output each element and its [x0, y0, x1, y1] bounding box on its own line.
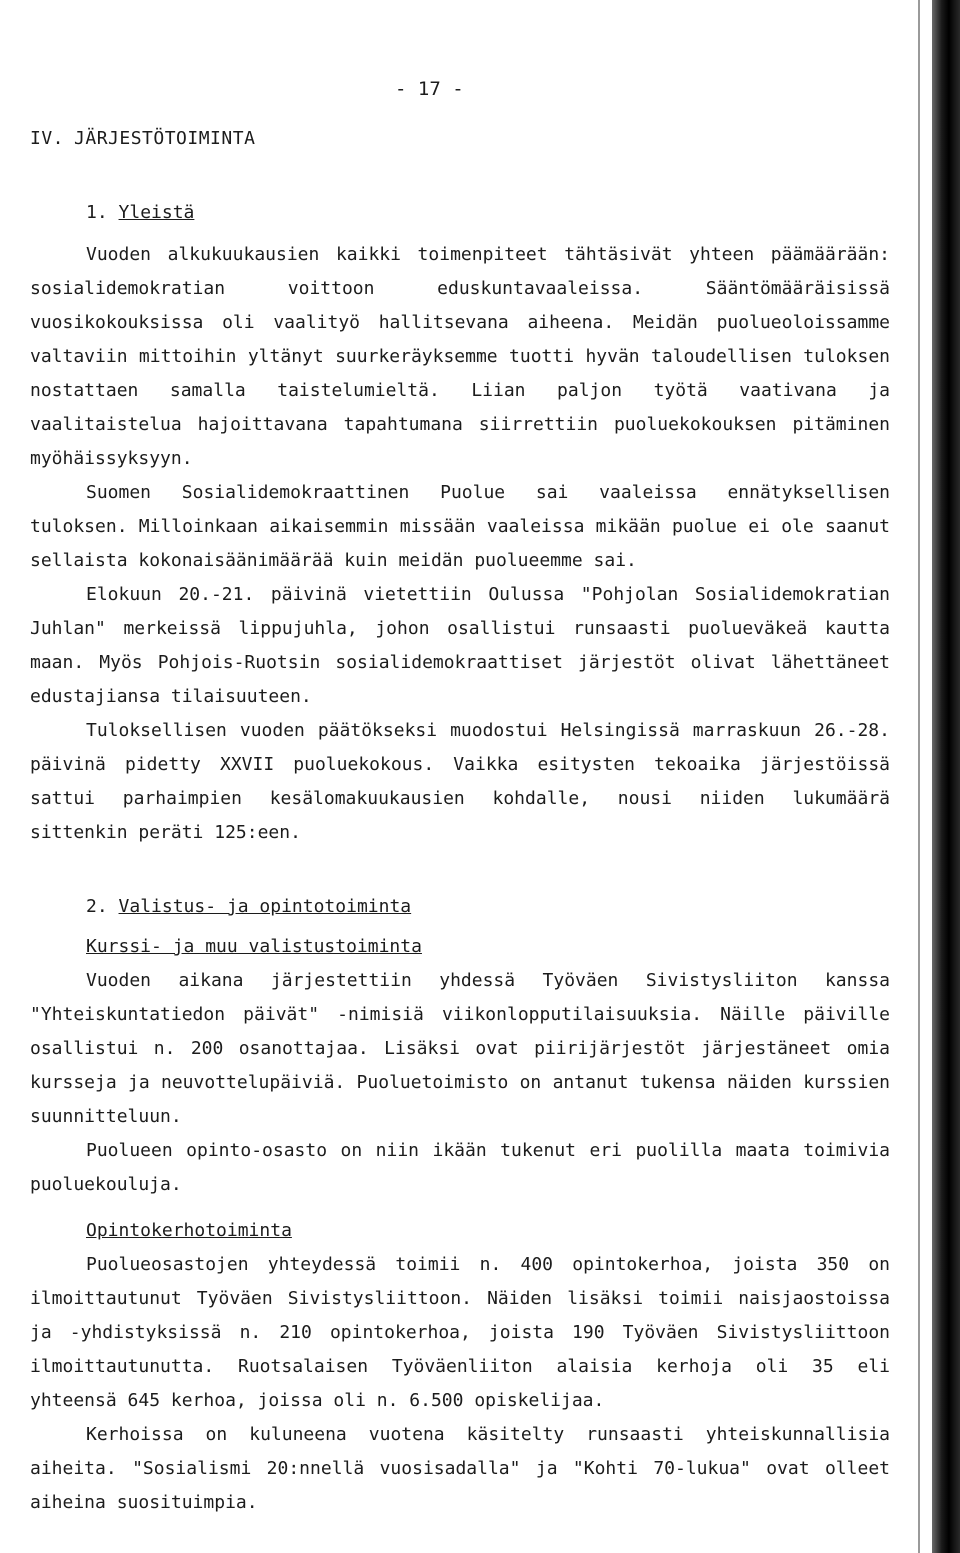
- section-number: 2.: [86, 896, 108, 917]
- subsection-heading: Opintokerhotoiminta: [86, 1220, 292, 1241]
- spacer: [30, 1202, 890, 1208]
- section-title: Valistus- ja opintotoiminta: [118, 896, 412, 917]
- scan-edge-shadow: [932, 0, 960, 1553]
- chapter-title: JÄRJESTÖTOIMINTA: [74, 128, 256, 149]
- paragraph: Tuloksellisen vuoden päätökseksi muodostui Helsingissä marraskuun 26.-28. päivinä pidetty XXVII puoluekokous. Vaikka esitysten tekoaika järjestöissä sattui parhaimpien kesälomakuukausien kohdalle, nousi niiden lukumäärä sittenkin peräti 125:een.: [30, 720, 890, 843]
- paragraph: Puolueosastojen yhteydessä toimii n. 400 opintokerhoa, joista 350 on ilmoittautunut Työväen Sivistysliittoon. Näiden lisäksi toimii naisjaostoissa ja -yhdistyksissä n. 210 opintokerhoa, joista 190 Työväen Sivistysliittoon ilmoittautunutta. Ruotsalaisen Työväenliiton alaisia kerhoja oli 35 eli yhteensä 645 kerhoa, joissa oli n. 6.500 opiskelijaa.: [30, 1254, 890, 1411]
- page-number: - 17 -: [395, 78, 464, 100]
- paragraph: Kerhoissa on kuluneena vuotena käsitelty runsaasti yhteiskunnallisia aiheita. "Sosialismi 20:nnellä vuosisadalla" ja "Kohti 70-lukua" ovat olleet aiheina suosituimpia.: [30, 1424, 890, 1513]
- chapter-number: IV.: [30, 128, 65, 149]
- paragraph: Suomen Sosialidemokraattinen Puolue sai vaaleissa ennätyksellisen tuloksen. Milloinkaan aikaisemmin missään vaaleissa mikään puolue ei ole saanut sellaista kokonaisäänimäärää kuin meidän puolueemme sai.: [30, 482, 890, 571]
- paragraph: Elokuun 20.-21. päivinä vietettiin Oulussa "Pohjolan Sosialidemokratian Juhlan" merkeissä lippujuhla, johon osallistui runsaasti puolueväkeä kautta maan. Myös Pohjois-Ruotsin sosialidemokraattiset järjestöt olivat lähettäneet edustajiansa tilaisuuteen.: [30, 584, 890, 707]
- paragraph: Vuoden alkukuukausien kaikki toimenpiteet tähtäsivät yhteen päämäärään: sosialidemokratian voittoon eduskuntavaaleissa. Sääntömääräisissä vuosikokouksissa oli vaalityö hallitsevana aiheena. Meidän puolueoloissamme valtaviin mittoihin yltänyt suurkeräyksemme tuotti hyvän taloudellisen tuloksen nostattaen samalla taistelumieltä. Liian paljon työtä vaativana ja vaalitaistelua hajoittavana tapahtumana siirrettiin puoluekokouksen pitäminen myöhäissyksyyn.: [30, 244, 890, 469]
- section-heading: [30, 890, 890, 924]
- section-title: Yleistä: [118, 202, 195, 223]
- paragraph: Vuoden aikana järjestettiin yhdessä Työväen Sivistysliiton kanssa "Yhteiskuntatiedon päivät" -nimisiä viikonlopputilaisuuksia. Näille päiville osallistui n. 200 osanottajaa. Lisäksi ovat piirijärjestöt järjestäneet omia kursseja ja neuvottelupäiviä. Puoluetoimisto on antanut tukensa näiden kurssien suunnitteluun.: [30, 970, 890, 1127]
- subsection-heading: Kurssi- ja muu valistustoiminta: [86, 936, 422, 957]
- chapter-heading: [30, 122, 890, 156]
- document-body: [30, 78, 890, 1520]
- paragraph: Puolueen opinto-osasto on niin ikään tukenut eri puolilla maata toimivia puoluekouluja.: [30, 1140, 890, 1195]
- scan-edge-line: [918, 0, 920, 1553]
- section-heading: [30, 196, 890, 230]
- section-number: 1.: [86, 202, 108, 223]
